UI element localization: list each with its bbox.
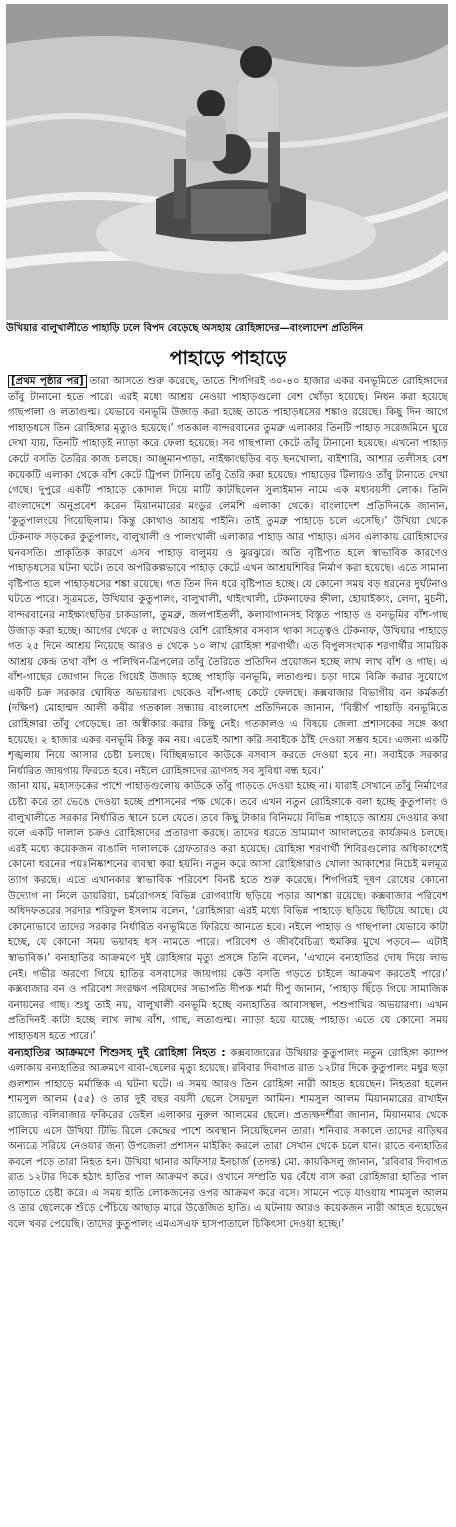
photo-caption: উখিয়ার বালুখালীতে পাহাড়ি ঢলে বিপদ বেড়েছে অসহায় রোহিঙ্গাদের—বাংলাদেশ প্রতিদিন — [6, 323, 364, 334]
paragraph-1 — [8, 374, 448, 779]
flood-rescue-photo — [6, 4, 448, 320]
article-body — [8, 374, 448, 1524]
photo-illustration — [6, 4, 448, 320]
paragraph-1-text: তারা আসতে শুরু করেছে, তাতে শিগগিরই ৩০-৪০ হাজার একর বনভূমিতে রোহিঙ্গাদের তাঁবু টানানো হতে পারে। এরই মধ্যে আশ্রয় নেওয়া পাহাড়গুলো বেশ খোঁড়া হয়েছে। নিধন করা হয়েছে গাছপালা ও লতাগুল্ম। যেভাবে বনভূমি উজাড় করা হচ্ছে তাতে পাহাড়ধসের শঙ্কাও রয়েছে। কিছু দিন আগে পাহাড়ধসে তিন রোহিঙ্গার মৃত্যুও হয়েছে।’ গতকাল বান্দরবানের তুমব্রু এলাকার তিনটি পাহাড় সরেজমিনে ঘুরে দেখা যায়, তিনটি পাহাড়ই ন্যাড়া করে ফেলা হয়েছে। সব গাছপালা কেটে তাঁবু টানানো হয়েছে। এখনো পাহাড় কেটে বসতি তৈরির কাজ চলছে। আঞ্জুমানপাড়া, নাইক্ষ্যংছড়ির বড় ছনখোলা, বাইশারি, আশার তলীসহ বেশ কয়েকটি এলাকা থেকে বাঁশ কেটে ট্রিপল টানিয়ে তাঁবু তৈরি করা হয়েছে। পাহাড়ের টিলায়ও তাঁবু টানাতে দেখা গেছে। দুপুরে একটি পাহাড়ে কোদাল দিয়ে মাটি কাটছিলেন সুলাইমান নামে এক মধ্যবয়সী লোক। তিনি বাংলাদেশে অনুপ্রবেশ করেন মিয়ানমারের মংডুর লেমশি এলাকা থেকে। বাংলাদেশ প্রতিদিনকে জানান, ‘কুতুপালংয়ে গিয়েছিলাম। কিন্তু কোথাও আশ্রয় পাইনি। তাই তুমব্রু পাহাড়ে চলে এসেছি।’ উখিয়া থেকে টেকনাফ সড়কের কুতুপালং, বালুখালী ও পালংখালী এলাকার পাহাড় আর পাহাড়। এসব এলাকায় রোহিঙ্গাদের ঘনবসতি। প্রাকৃতিক কারণে এসব পাহাড় বালুময় ও ঝুরঝুরে। অতি বৃষ্টিপাত হলে স্বাভাবিক কারণেও পাহাড়ধসের ঘটনা ঘটে। তবে অপরিকল্পভাবে পাহাড় কেটে এখন আশ্রয়শিবির নির্মাণ করা হয়েছে। এতে সামান্য বৃষ্টিপাত হলে পাহাড়ধসের শঙ্কা রয়েছে। গত তিন দিন ধরে বৃষ্টিপাত হচ্ছে। যে কোনো সময় বড় ধরনের দুর্ঘটনাও ঘটতে পারে। সূত্রমতে, উখিয়ার কুতুপালং, বালুখালী, থাইংখালী, টেকনাফের হ্নীলা, হোয়াইক্যং, লেদা, মুচনী, বান্দরবানের নাইক্ষ্যংছড়ির চাকডালা, তুমব্রু, জলপাইতলী, কলাবাগানসহ বিস্তৃত পাহাড় ও বনভূমির বাঁশ-গাছ উজাড় করা হচ্ছে। আগের থেকে ৫ লাখেরও বেশি রোহিঙ্গার বসবাস থাকা সত্ত্বেও টেকনাফ, উখিয়ার পাহাড়ে গত ২৫ দিনে আশ্রয় নিয়েছে আরও ৪ থেকে ১০ লাখ রোহিঙ্গা শরণার্থী। এত বিপুলসংখ্যক শরণার্থীর সাময়িক আশ্রয় কেন্দ্র তথা বাঁশ ও পলিথিন-ত্রিপলের তাঁবু তৈরিতে প্রতিদিন প্রয়োজন হচ্ছে লাখ লাখ বাঁশ ও গাছ। এ বাঁশ-গাছের জোগান দিতে গিয়েই উজাড় হচ্ছে পাহাড়ি বনভূমি, লতাগুল্ম। চড়া দামে বিক্রি করার সুযোগে একটি চক্র সরকার ঘোষিত অভয়ারণ্য থেকেও বাঁশ-গাছ কেটে ফেলছে। কক্সবাজার বিভাগীয় বন কর্মকর্তা (দক্ষিণ) মোহাম্মদ আলী কবীর গতকাল সন্ধ্যায় বাংলাদেশ প্রতিদিনকে জানান, ‘বিস্তীর্ণ পাহাড়ি বনভূমিতে রোহিঙ্গারা তাঁবু গেড়েছে। তা অস্বীকার করার কিছু নেই। গতকালও এ বিষয়ে জেলা প্রশাসকের সঙ্গে কথা হয়েছে। ২ হাজার একর বনভূমি কিন্তু কম নয়। এতেই আশা করি সবাইকে ঠাঁই দেওয়া সম্ভব হবে। এজন্য একটি শৃঙ্খলায় নিয়ে আসার চেষ্টা চলছে। বিচ্ছিন্নভাবে কাউকে বসবাস করতে দেওয়া হবে না। সবাইকে সরকার নির্ধারিত জায়গায় ফিরতে হবে। নইলে রোহিঙ্গাদের ত্রাণসহ সব সুবিধা বন্ধ হবে।’ — [8, 376, 448, 777]
subheading: বন্যহাতির আক্রমণে শিশুসহ দুই রোহিঙ্গা নিহত : — [8, 1045, 226, 1059]
article-headline: পাহাড়ে পাহাড়ে — [169, 347, 287, 369]
paragraph-3 — [8, 1045, 448, 1233]
continued-label: [প্রথম পৃষ্ঠার পর] — [8, 375, 87, 388]
paragraph-3-text: কক্সবাজারের উখিয়ার কুতুপালং নতুন রোহিঙ্গা ক্যাম্প এলাকায় বন্যহাতির আক্রমণে বাবা-ছেলের মৃত্যু হয়েছে। রবিবার দিবাগত রাত ১২টার দিকে কুতুপালং মধুর ছড়া গুলশান পাহাড়ে মর্মান্তিক এ ঘটনা ঘটে। এ সময় আরও তিন রোহিঙ্গা নারী আহত হয়েছেন। নিহতরা হলেন শামসুল আলম (৫৫) ও তার দুই বছর বয়সী ছেলে সৈয়দুল আমিন। শামসুল আলম মিয়ানমারের রাখাইন রাজ্যের বলিবাজার ফকিরের ডেইল এলাকার নুরুল আলমের ছেলে। প্রত্যক্ষদর্শীরা জানান, মিয়ানমার থেকে পালিয়ে এসে উখিয়া টিভি রিলে কেন্দ্রের পাশে অবস্থান নিয়েছিলেন তারা। শনিবার সকালে তাদের বাড়িঘর অন্যত্রে সরিয়ে নেওয়ার জন্য উপজেলা প্রশাসন মাইকিং করলে তারা সেখান থেকে চলে যান। রাতে বন্যহাতির কবলে পড়ে তারা নিহত হন। উখিয়া থানার অফিসার ইনচার্জ (তদন্ত) মো. কায়কিসলু জানান, ‘রবিবার দিবাগত রাত ১২টার দিকে হঠাৎ হাতির পাল আক্রমণ করে। ওখানে সম্প্রতি ঘর বেঁধে বাস করা রোহিঙ্গারা হাতির পাল তাড়াতে চেষ্টা করে। এ সময় হাতি লোকজনের ওপর আক্রমণ করে বসে। সামনে পড়ে যাওয়ায় শামসুল আলম ও তার ছেলেকে শুঁড়ে পেঁচিয়ে আছাড় মারে উত্তেজিত হাতি। এ ঘটনায় আরও কয়েকজন নারী আহত হয়েছেন বলে খবর পেয়েছি। তাদের কুতুপালং এমএসএফ হাসপাতালে চিকিৎসা দেওয়া হচ্ছে।’ — [8, 1047, 448, 1231]
paragraph-2: জানা যায়, মহাসড়কের পাশে পাহাড়গুলোয় কাউকে তাঁবু গাড়তে দেওয়া হচ্ছে না। যারাই সেখানে তাঁবু নির্মাণের চেষ্টা করে তা ভেঙে দেওয়া হচ্ছে প্রশাসনের পক্ষ থেকে। তবে এখন নতুন রোহিঙ্গাকে বলা হচ্ছে কুতুপালং ও বালুখালীতে সরকার নির্ধারিত স্থানে চলে যেতে। তবে কিছু টাকার বিনিময়ে বিভিন্ন পাহাড়ে আশ্রয় দেওয়ার কথা বলে একটি দালাল চক্রও রোহিঙ্গাদের প্রতারণা করছে। তাদের ধরতে ভ্রাম্যমাণ আদালতের কার্যক্রমও চলছে। এরই মধ্যে কয়েকজন বাঙালি দালালকে গ্রেফতারও করা হয়েছে। রোহিঙ্গা শরণার্থী শিবিরগুলোর অধিকাংশেই কোনো ধরনের পয়ঃনিষ্কাশনের ব্যবস্থা করা হয়নি। নতুন করে আসা রোহিঙ্গারাও খোলা আকাশের নিচেই মলমূত্র ত্যাগ করছে। এতে এখানকার স্বাভাবিক পরিবেশ বিনষ্ট হতে শুরু করেছে। শিগগিরই দূষণ রোধের কোনো উদ্যোগ না নিলে ডায়রিয়া, চর্মরোগসহ বিভিন্ন রোগব্যাধি ছড়িয়ে পড়ার আশঙ্কা রয়েছে। কক্সবাজার পরিবেশ অধিদফতরের সরদার শরিফুল ইসলাম বলেন, ‘রোহিঙ্গারা এরই মধ্যে বিভিন্ন পাহাড়ে ছড়িয়ে ছিটিয়ে আছে। যে কোনোভাবে তাদের সরকার নির্ধারিত বনভূমিতে ফিরিয়ে আনতে হবে। নইলে পাহাড় ও গাছপালা যেভাবে কাটা হচ্ছে, যে কোনো সময় ভয়াবহ ধস নামতে পারে। পরিবেশ ও জীববৈচিত্র্য হুমকির মুখে পড়বে— এটাই স্বাভাবিক।’ বন্যহাতির আক্রমণে দুই রোহিঙ্গার মৃত্যু প্রসঙ্গে তিনি বলেন, ‘এখানে বন্যহাতির দোষ দিয়ে লাভ নেই। গভীর অরণ্যে গিয়ে হাতির বসবাসের জায়গায় কেউ বসতি গড়তে চাইলে আক্রমণ করতেই পারে।’ কক্সবাজার বন ও পরিবেশ সংরক্ষণ পরিষদের সভাপতি দীপক শর্মা দীপু জানান, ‘পাহাড় ছিঁড়ে গিয়ে সামাজিক বনায়নের গাছ। শুধু তাই নয়, বালুখালী বনভূমি হচ্ছে বন্যহাতির আবাসস্থল, পশুপাখির অভয়ারণ্য। এখন প্রতিদিনই কাটা হচ্ছে লাখ লাখ বাঁশ, গাছ, লতাগুল্ম। ন্যাড়া হয়ে যাচ্ছে পাহাড়। এতে যে কোনো সময় পাহাড়ধস হতে পারে।’ — [8, 781, 448, 1042]
